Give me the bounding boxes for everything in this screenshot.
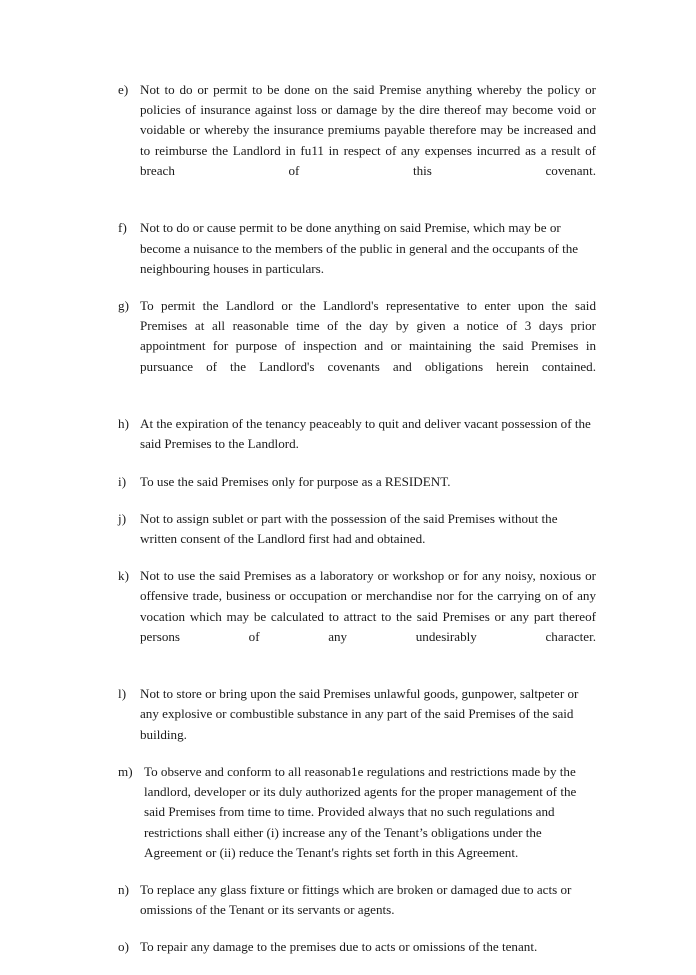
clause-label: h) [118, 416, 130, 432]
clause-item [118, 684, 596, 745]
clause-text: To use the said Premises only for purpose as a RESIDENT. [140, 473, 451, 489]
clause-text: Not to do or permit to be done on the said Premise anything whereby the policy or policies of insurance against loss or damage by the dire thereof may become void or voidable or whereby the insurance premiums payable therefore may be increased and to reimburse the Landlord in fu11 in respect of any expenses incurred as a result of breach of this covenant. [140, 82, 596, 178]
clause-text: Not to use the said Premises as a laboratory or workshop or for any noisy, noxious or offensive trade, business or occupation or merchandise nor for the carrying on of any vocation which may be calculated to attract to the said Premises or any part thereof persons of any undesirably character. [140, 568, 596, 644]
clause-text: At the expiration of the tenancy peaceably to quit and deliver vacant possession of the said Premises to the Landlord. [140, 416, 591, 452]
clause-label: j) [118, 510, 127, 526]
clause-label: k) [118, 568, 130, 584]
clause-text: Not to assign sublet or part with the possession of the said Premises without the written consent of the Landlord first had and obtained. [140, 510, 558, 546]
clause-label: m) [118, 763, 133, 779]
clause-label: f) [118, 220, 127, 236]
clause-item [118, 80, 596, 201]
clause-label: e) [118, 82, 129, 97]
clause-label: g) [118, 297, 130, 313]
clause-item [118, 880, 596, 920]
clause-label: i) [118, 473, 127, 489]
clause-text: To repair any damage to the premises due to acts or omissions of the tenant. [140, 939, 538, 955]
clause-item [118, 566, 596, 667]
clause-label: o) [118, 939, 130, 955]
clause-list [118, 80, 596, 975]
clause-text: Not to do or cause permit to be done anything on said Premise, which may be or become a nuisance to the members of the public in general and the occupants of the neighbouring houses in particulars. [140, 220, 579, 276]
clause-item [118, 414, 596, 454]
clause-item [118, 509, 596, 549]
clause-item [118, 472, 596, 492]
clause-item [118, 762, 596, 863]
clause-text: To replace any glass fixture or fittings which are broken or damaged due to acts or omissions of the Tenant or its servants or agents. [140, 882, 572, 918]
clause-item [118, 296, 596, 397]
clause-item [118, 218, 596, 279]
clause-label: n) [118, 882, 130, 897]
clause-text: To observe and conform to all reasonab1e regulations and restrictions made by the landlord, developer or its duly authorized agents for the proper management of the said Premises from time to time. Provided always that no such regulations and restrictions shall either (i) increase any of the Tenant’s obligations under the Agreement or (ii) reduce the Tenant's rights set forth in this Agreement. [144, 763, 577, 860]
clause-item [118, 937, 596, 957]
clause-label: l) [118, 686, 127, 702]
clause-text: Not to store or bring upon the said Premises unlawful goods, gunpower, saltpeter or any explosive or combustible substance in any part of the said Premises of the said building. [140, 686, 579, 742]
clause-text: To permit the Landlord or the Landlord's representative to enter upon the said Premises at all reasonable time of the day by given a notice of 3 days prior appointment for purpose of inspection and or maintaining the said Premises in pursuance of the Landlord's covenants and obligations herein contained. [140, 297, 596, 374]
